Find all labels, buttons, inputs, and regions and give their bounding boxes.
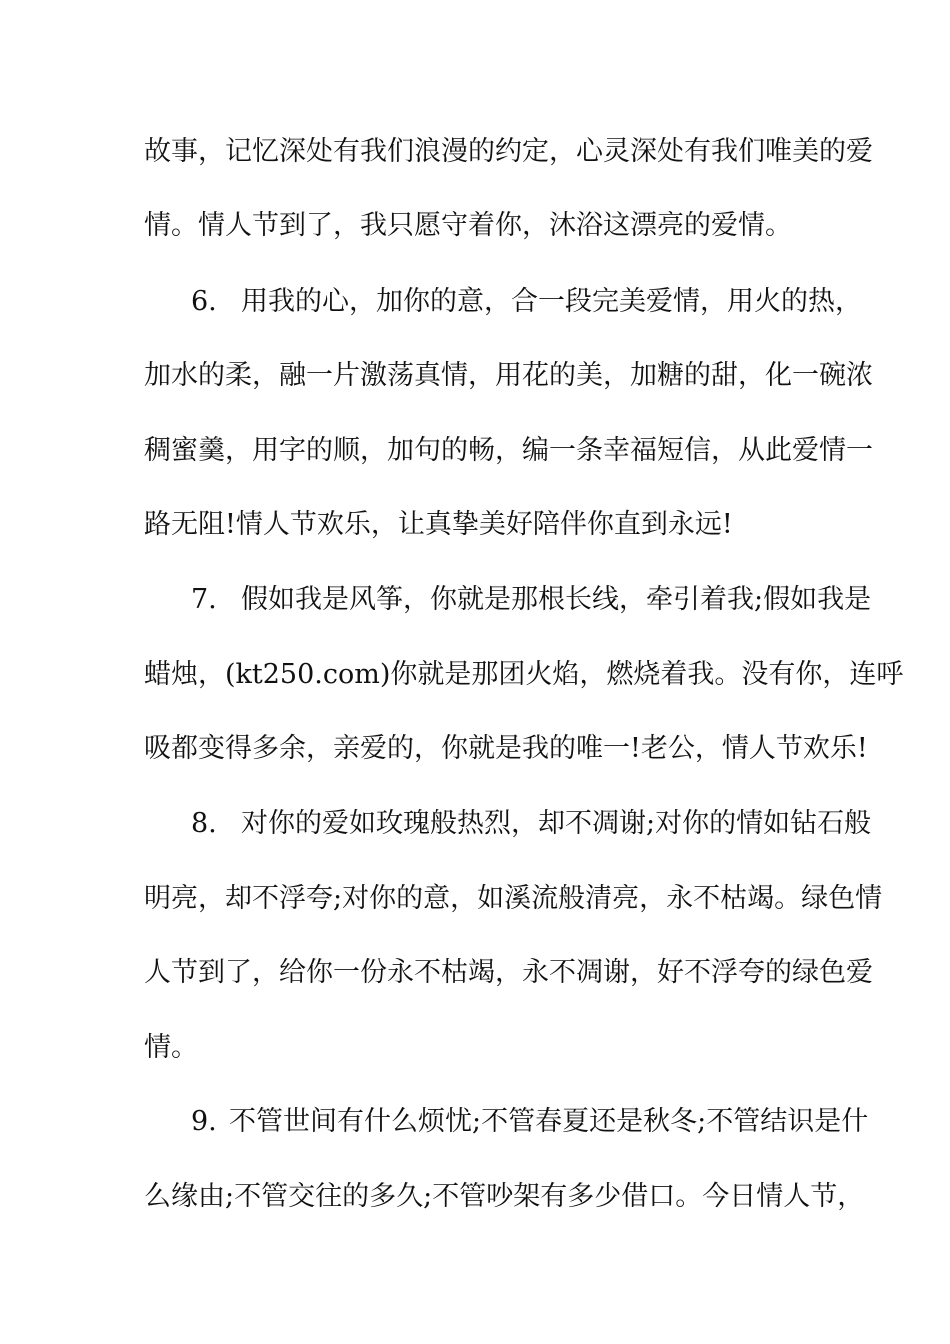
text-line bbox=[144, 879, 882, 919]
text-line bbox=[144, 953, 873, 993]
line-text: 明亮，却不浮夸;对你的意，如溪流般清亮，永不枯竭。绿色情 bbox=[144, 883, 883, 914]
line-text: 吸都变得多余，亲爱的，你就是我的唯一!老公，情人节欢乐! bbox=[144, 733, 868, 764]
text-line bbox=[144, 206, 792, 246]
line-text: 不管世间有什么烦忧;不管春夏还是秋冬;不管结识是什 bbox=[229, 1106, 869, 1137]
text-line bbox=[144, 729, 868, 769]
line-text: 故事，记忆深处有我们浪漫的约定，心灵深处有我们唯美的爱 bbox=[144, 136, 873, 167]
list-item-9 bbox=[191, 1102, 868, 1142]
line-text: 人节到了，给你一份永不枯竭，永不凋谢，好不浮夸的绿色爱 bbox=[144, 957, 873, 988]
line-text: 加水的柔，融一片激荡真情，用花的美，加糖的甜，化一碗浓 bbox=[144, 360, 873, 391]
text-line bbox=[144, 505, 733, 545]
list-item-7 bbox=[191, 580, 871, 620]
text-line bbox=[144, 132, 873, 172]
text-line bbox=[144, 431, 873, 471]
line-text: 么缘由;不管交往的多久;不管吵架有多少借口。今日情人节， bbox=[144, 1181, 865, 1212]
item-number: 7. bbox=[191, 584, 217, 615]
line-text: 对你的爱如玫瑰般热烈，却不凋谢;对你的情如钻石般 bbox=[241, 808, 872, 839]
line-text: 假如我是风筝，你就是那根长线，牵引着我;假如我是 bbox=[241, 584, 872, 615]
line-text: 情。 bbox=[144, 1032, 198, 1063]
text-line bbox=[144, 356, 873, 396]
list-item-6 bbox=[191, 282, 862, 322]
text-line bbox=[144, 655, 903, 695]
item-number: 6. bbox=[191, 286, 217, 317]
line-text: 稠蜜羹，用字的顺，加句的畅，编一条幸福短信，从此爱情一 bbox=[144, 435, 873, 466]
line-text: 路无阻!情人节欢乐，让真挚美好陪伴你直到永远! bbox=[144, 509, 733, 540]
line-text: 用我的心，加你的意，合一段完美爱情，用火的热， bbox=[241, 286, 862, 317]
text-line bbox=[144, 1177, 864, 1217]
item-number: 9. bbox=[191, 1106, 217, 1137]
text-line bbox=[144, 1028, 198, 1068]
item-number: 8. bbox=[191, 808, 217, 839]
line-text: 蜡烛，(kt250.com)你就是那团火焰，燃烧着我。没有你，连呼 bbox=[144, 659, 904, 690]
list-item-8 bbox=[191, 804, 871, 844]
line-text: 情。情人节到了，我只愿守着你，沐浴这漂亮的爱情。 bbox=[144, 210, 792, 241]
